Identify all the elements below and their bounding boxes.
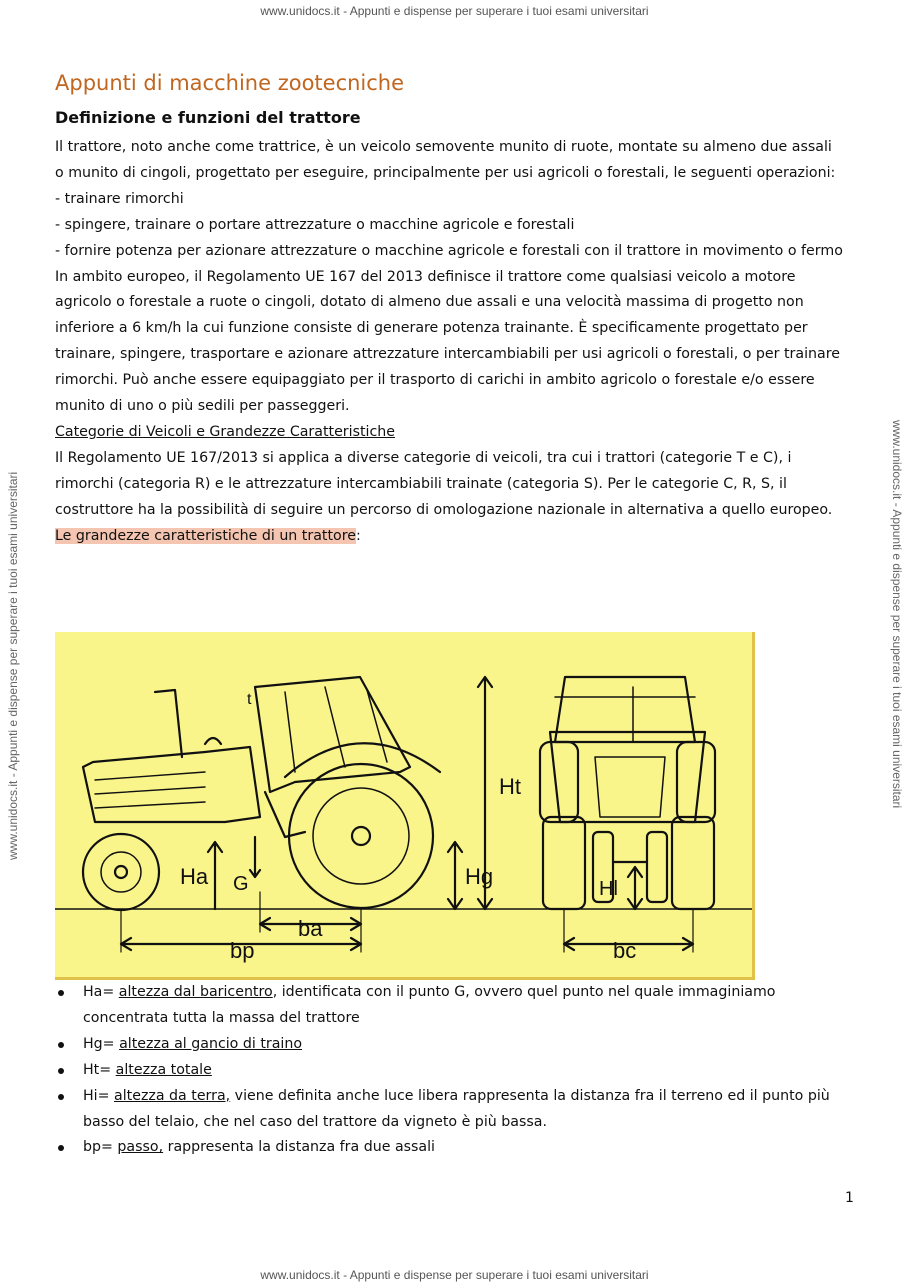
highlight-suffix: : bbox=[355, 527, 361, 544]
tractor-hood bbox=[83, 747, 260, 822]
operation-item: - spingere, trainare o portare attrezzature o macchine agricole e forestali bbox=[55, 216, 575, 233]
regulation-paragraph: In ambito europeo, il Regolamento UE 167 del 2013 definisce il trattore come qualsiasi veicolo a motore agricolo o forestale a ruote o cingoli, dotato di almeno due assali e una velocità massima di progetto non inferiore a 6 km/h la cui funzione consiste di generare potenza trainante. È specificamente progettato per trainare, spingere, trasportare e azionare attrezzature intercambiabili per usi agricoli o forestali, o per trainare rimorchi. Può anche essere equipaggiato per il trasporto di carichi in ambito agricolo o forestale e/o essere munito di uno o più sedili per passeggeri. bbox=[55, 268, 840, 415]
right-front-tyre bbox=[647, 832, 667, 902]
item-prefix: Hi= bbox=[83, 1087, 115, 1104]
watermark-left: www.unidocs.it - Appunti e dispense per superare i tuoi esami universitari bbox=[6, 471, 20, 860]
rear-rim bbox=[313, 788, 409, 884]
left-wheel-front bbox=[543, 817, 585, 909]
list-item bbox=[55, 1032, 845, 1058]
intro-paragraph: Il trattore, noto anche come trattrice, è un veicolo semovente munito di ruote, montate su almeno due assali o munito di cingoli, progettato per eseguire, principalmente per usi agricoli o forestali, le seguenti operazioni: bbox=[55, 139, 836, 181]
page-number: 1 bbox=[845, 1190, 854, 1206]
subheading bbox=[55, 420, 845, 446]
g-arrow bbox=[250, 837, 260, 877]
subheading-text: Categorie di Veicoli e Grandezze Caratteristiche bbox=[55, 423, 395, 440]
exhaust-pipe bbox=[155, 690, 182, 757]
bullet-dot bbox=[58, 1068, 64, 1074]
highlighted-label: Le grandezze caratteristiche di un trattore bbox=[55, 527, 356, 544]
operation-item: - fornire potenza per azionare attrezzature o macchine agricole e forestali con il trattore in movimento o fermo bbox=[55, 242, 843, 259]
item-prefix: Ha= bbox=[83, 984, 119, 1000]
label-hl: Hl bbox=[599, 878, 618, 900]
label-bc: bc bbox=[613, 938, 637, 963]
bullet-dot bbox=[58, 990, 64, 996]
item-rest: , identificata con il punto G, ovvero quel punto nel quale immaginiamo concentrata tutta la massa del trattore bbox=[83, 984, 776, 1026]
list-item bbox=[55, 980, 845, 1032]
item-term: altezza totale bbox=[115, 1061, 212, 1078]
watermark-right: www.unidocs.it - Appunti e dispense per superare i tuoi esami universitari bbox=[890, 420, 904, 809]
item-rest: viene definita anche luce libera rappresenta la distanza fra il terreno ed il punto più basso del telaio, che nel caso del trattore da vigneto è più bassa. bbox=[83, 1087, 830, 1130]
front-grille bbox=[595, 757, 665, 817]
label-g: G bbox=[233, 873, 249, 895]
label-hg: Hg bbox=[465, 864, 494, 889]
front-rim bbox=[101, 852, 141, 892]
label-ht: Ht bbox=[499, 774, 521, 799]
item-prefix: Ht= bbox=[83, 1061, 116, 1078]
label-ha: Ha bbox=[180, 864, 209, 889]
highlight-line bbox=[55, 524, 845, 550]
categories-paragraph: Il Regolamento UE 167/2013 si applica a diverse categorie di veicoli, tra cui i trattori (categorie T e C), i rimorchi (categoria R) e le attrezzature intercambiabili trainate (categoria S). Per le categorie C, R, S, il costruttore ha la possibilità di seguire un percorso di omologazione nazionale in alternativa a quello europeo. bbox=[55, 449, 833, 518]
item-term: altezza dal baricentro bbox=[118, 984, 273, 1000]
front-body bbox=[550, 732, 705, 822]
rear-wheel bbox=[289, 764, 433, 908]
section-title: Definizione e funzioni del trattore bbox=[55, 108, 361, 127]
watermark-top: www.unidocs.it - Appunti e dispense per superare i tuoi esami universitari bbox=[260, 4, 649, 18]
front-wheel bbox=[83, 834, 159, 910]
rear-hub bbox=[352, 827, 370, 845]
front-hub bbox=[115, 866, 127, 878]
hood-grille bbox=[95, 772, 205, 808]
item-prefix: Hg= bbox=[83, 1035, 120, 1052]
hg-dimension bbox=[448, 842, 462, 909]
item-prefix: bp= bbox=[83, 1139, 118, 1156]
body-text bbox=[55, 135, 845, 550]
list-item bbox=[55, 1084, 845, 1136]
rear-fender bbox=[285, 743, 440, 777]
document-title: Appunti di macchine zootecniche bbox=[55, 71, 405, 95]
ha-dimension bbox=[208, 842, 222, 909]
operation-item: - trainare rimorchi bbox=[55, 190, 184, 207]
label-bp: bp bbox=[230, 938, 255, 963]
front-cab-frame bbox=[555, 687, 695, 742]
definitions-list bbox=[55, 980, 845, 1161]
item-term: altezza al gancio di traino bbox=[119, 1035, 303, 1052]
right-wheel-front bbox=[672, 817, 714, 909]
tractor-cab bbox=[255, 677, 410, 792]
watermark-bottom: www.unidocs.it - Appunti e dispense per superare i tuoi esami universitari bbox=[260, 1268, 649, 1282]
hl-dimension bbox=[628, 867, 642, 909]
air-intake bbox=[205, 738, 221, 744]
list-item bbox=[55, 1058, 845, 1084]
list-item bbox=[55, 1135, 845, 1161]
bullet-dot bbox=[58, 1042, 64, 1048]
item-rest: rappresenta la distanza fra due assali bbox=[163, 1139, 435, 1156]
tractor-diagram bbox=[55, 632, 752, 977]
tractor-dimensions-figure bbox=[55, 632, 755, 980]
item-term: altezza da terra, bbox=[114, 1087, 231, 1104]
bullet-dot bbox=[58, 1145, 64, 1151]
label-t: t bbox=[247, 691, 252, 708]
bullet-dot bbox=[58, 1094, 64, 1100]
label-ba: ba bbox=[298, 916, 323, 941]
item-term: passo, bbox=[117, 1139, 164, 1156]
